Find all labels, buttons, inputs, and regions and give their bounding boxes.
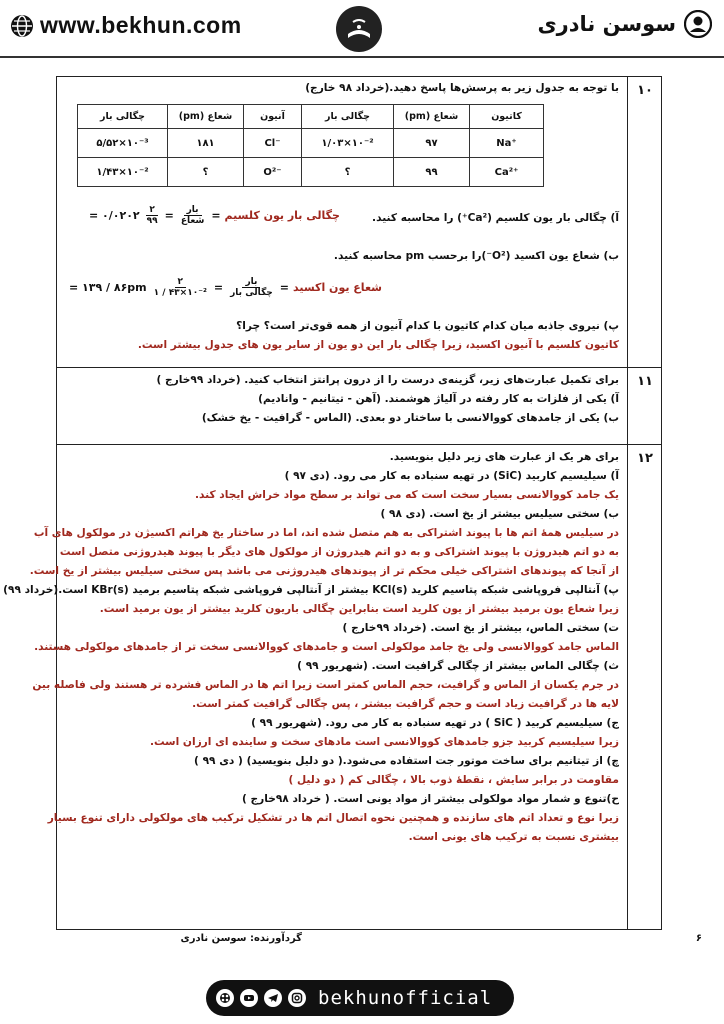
answer-text: زیرا نوع و تعداد اتم های سازنده و همچنین نحوه اتصال اتم ها در تشکیل ترکیب های مولکولی دارای تنوع بسیار — [47, 812, 619, 824]
answer-list — [3, 467, 619, 847]
question-text: با توجه به جدول زیر به پرسش‌ها پاسخ دهید.(خرداد ۹۸ خارج) — [305, 82, 619, 94]
globe-icon — [10, 14, 34, 38]
question-part: ج) سیلیسیم کربید ( SiC ) در تهیه سنباده به کار می رود. (شهریور ۹۹ ) — [251, 717, 619, 729]
telegram-icon[interactable] — [264, 989, 282, 1007]
question-part: پ) نیروی جاذبه میان کدام کاتیون با کدام آنیون از همه قوی‌تر است؟ چرا؟ کاتیون کلسیم با آنیون اکسید، زیرا چگالی بار این دو یون از سایر یون های جدول بیشتر است. — [65, 317, 619, 355]
ion-table — [77, 104, 544, 187]
question-number: ۱۱ — [637, 374, 653, 389]
page-number: ۶ — [695, 933, 702, 944]
table-cell: ۵/۵۲×۱۰⁻³ — [78, 129, 168, 158]
answer-text: بیشتری نسبت به ترکیب های یونی است. — [408, 831, 619, 843]
user-icon — [684, 10, 712, 38]
page-header — [0, 0, 724, 58]
answer-formula: = ۱۳۹ / ۸۶pm $\frac{۲}{\text{۱ / ۴۳×۱۰⁻²}}$ = $\frac{\text{بار}}{\text{چگالی بار}}$ = شعاع یون اکسید — [69, 277, 382, 298]
table-cell: Cl⁻ — [244, 129, 302, 158]
answer-text: در سیلیس همهٔ اتم ها با پیوند اشتراکی به هم متصل شده اند، اما در ساختار یخ هراتم اکسیژن در مولکول های آب — [33, 527, 619, 539]
answer-text: در جرم یکسان از الماس و گرافیت، حجم الماس کمتر است زیرا اتم ها در الماس فشرده تر هستند ولی فاصله بین — [32, 679, 619, 691]
question-part: ح)تنوع و شمار مواد مولکولی بیشتر از مواد یونی است. ( خرداد ۹۸خارج ) — [241, 793, 619, 805]
question-part: آ) چگالی بار یون کلسیم (Ca²⁺) را محاسبه کنید. — [372, 212, 619, 224]
table-cell: ؟ — [168, 158, 244, 187]
table-cell: ۱/۰۳×۱۰⁻² — [302, 129, 394, 158]
question-text: برای تکمیل عبارت‌های زیر، گزینه‌ی درست را از درون پرانتز انتخاب کنید. (خرداد ۹۹خارج ) — [156, 374, 619, 386]
youtube-icon[interactable] — [240, 989, 258, 1007]
social-handle[interactable]: bekhunofficial — [318, 987, 493, 1009]
table-cell: ۹۷ — [394, 129, 470, 158]
number-column — [627, 77, 661, 929]
question-12 — [3, 448, 619, 847]
table-header: آنیون — [244, 105, 302, 129]
fraction: $\frac{\text{بار}}{\text{شعاع}}$ — [180, 205, 205, 226]
table-header: چگالی بار — [78, 105, 168, 129]
page-footer — [56, 933, 702, 951]
site-url[interactable]: www.bekhun.com — [40, 12, 242, 38]
answer-text: مقاومت در برابر سایش ، نقطهٔ ذوب بالا ، چگالی کم ( دو دلیل ) — [288, 774, 619, 786]
table-cell: Na⁺ — [470, 129, 544, 158]
fraction: $\frac{۲}{\text{۱ / ۴۳×۱۰⁻²}}$ — [153, 277, 207, 298]
question-number: ۱۲ — [637, 451, 653, 466]
answer-text: از آنجا که پیوندهای اشتراکی خیلی محکم تر از پیوندهای هیدروژنی می باشد پس سختی سیلیس بیشتر از یخ است. — [29, 565, 619, 577]
answer-text: زیرا شعاع یون برمید بیشتر از یون کلرید است بنابراین چگالی باریون کلرید بیشتر از یون برمید است. — [99, 603, 619, 615]
table-cell: ۹۹ — [394, 158, 470, 187]
compiler-credit: گردآورنده: سوسن نادری — [180, 933, 302, 944]
table-header-row — [78, 105, 544, 129]
answer-text: زیرا سیلیسیم کربید جزو جامدهای کووالانسی است مادهای سخت و ساینده ای ارزان است. — [149, 736, 619, 748]
question-11: برای تکمیل عبارت‌های زیر، گزینه‌ی درست را از درون پرانتز انتخاب کنید. (خرداد ۹۹خارج ) آ) یکی از فلزات به کار رفته در آلیاژ هوشمند. (آهن - تیتانیم - وانادیم) ب) یکی از جامدهای کووالانسی با ساختار دو بعدی. (الماس - گرافیت - یخ خشک) — [65, 371, 619, 428]
answer-text: به دو اتم هیدروژن با پیوند اشتراکی و به دو اتم هیدروژن از مولکول های دیگر با پیوند هیدروژنی متصل است — [59, 546, 619, 558]
table-header: شعاع (pm) — [168, 105, 244, 129]
table-header: شعاع (pm) — [394, 105, 470, 129]
brand-logo — [336, 6, 382, 52]
answer-label: شعاع یون اکسید — [293, 281, 382, 294]
question-part: ت) سختی الماس، بیشتر از یخ است. (خرداد ۹۹خارج ) — [342, 622, 619, 634]
divider — [57, 367, 661, 368]
question-10 — [65, 79, 619, 193]
author-name: سوسن نادری — [537, 12, 676, 36]
question-text: برای هر یک از عبارت های زیر دلیل بنویسید. — [389, 451, 619, 463]
answer-formula: = ۰/۰۲۰۲ $\frac{۲}{۹۹}$ = $\frac{\text{بار}}{\text{شعاع}}$ = چگالی بار یون کلسیم — [89, 205, 340, 226]
answer-label: چگالی بار یون کلسیم — [224, 209, 340, 222]
question-part: ب) شعاع یون اکسید (O²⁻)را برحسب pm محاسبه کنید. — [333, 250, 619, 262]
book-icon — [344, 14, 374, 44]
site-link[interactable] — [10, 12, 242, 39]
social-bar[interactable] — [206, 980, 514, 1016]
fraction: $\frac{\text{بار}}{\text{چگالی بار}}$ — [230, 277, 273, 298]
question-part: چ) از تیتانیم برای ساخت موتور جت استفاده می‌شود.( دو دلیل بنویسید) ( دی ۹۹ ) — [194, 755, 619, 767]
question-part: ب) سختی سیلیس بیشتر از یخ است. (دی ۹۸ ) — [380, 508, 619, 520]
table-header: کاتیون — [470, 105, 544, 129]
answer-text: لایه ها در گرافیت زیاد است و حجم گرافیت بیشتر ، پس چگالی گرافیت کمتر است. — [192, 698, 619, 710]
table-cell: O²⁻ — [244, 158, 302, 187]
aparat-icon[interactable] — [216, 989, 234, 1007]
answer-text: یک جامد کووالانسی بسیار سخت است که می تواند بر سطح مواد خراش ایجاد کند. — [194, 489, 619, 501]
answer-text: کاتیون کلسیم با آنیون اکسید، زیرا چگالی بار این دو یون از سایر یون های جدول بیشتر است. — [137, 339, 619, 351]
question-part: ث) چگالی الماس بیشتر از چگالی گرافیت است. (شهریور ۹۹ ) — [297, 660, 619, 672]
questions-frame — [3, 76, 662, 930]
answer-text: الماس جامد کووالانسی ولی یخ جامد مولکولی است و جامدهای کووالانسی سخت تر از جامدهای مولکولی هستند. — [34, 641, 619, 653]
author-header — [537, 10, 712, 38]
table-cell: ۱۸۱ — [168, 129, 244, 158]
fraction: $\frac{۲}{۹۹}$ — [146, 205, 158, 226]
question-part: پ) آنتالپی فروپاشی شبکه پتاسیم کلرید (KCl(s بیشتر از آنتالپی فروپاشی شبکه پتاسیم برمید (KBr(s است.(خرداد ۹۹) — [3, 584, 619, 596]
question-part: آ) سیلیسیم کاربید (SiC) در تهیه سنباده به کار می رود. (دی ۹۷ ) — [284, 470, 619, 482]
table-cell: ۱/۴۳×۱۰⁻² — [78, 158, 168, 187]
instagram-icon[interactable] — [288, 989, 306, 1007]
table-row — [78, 129, 544, 158]
table-cell: Ca²⁺ — [470, 158, 544, 187]
divider — [57, 444, 661, 445]
table-row — [78, 158, 544, 187]
table-cell: ؟ — [302, 158, 394, 187]
table-header: چگالی بار — [302, 105, 394, 129]
question-number: ۱۰ — [637, 83, 653, 98]
